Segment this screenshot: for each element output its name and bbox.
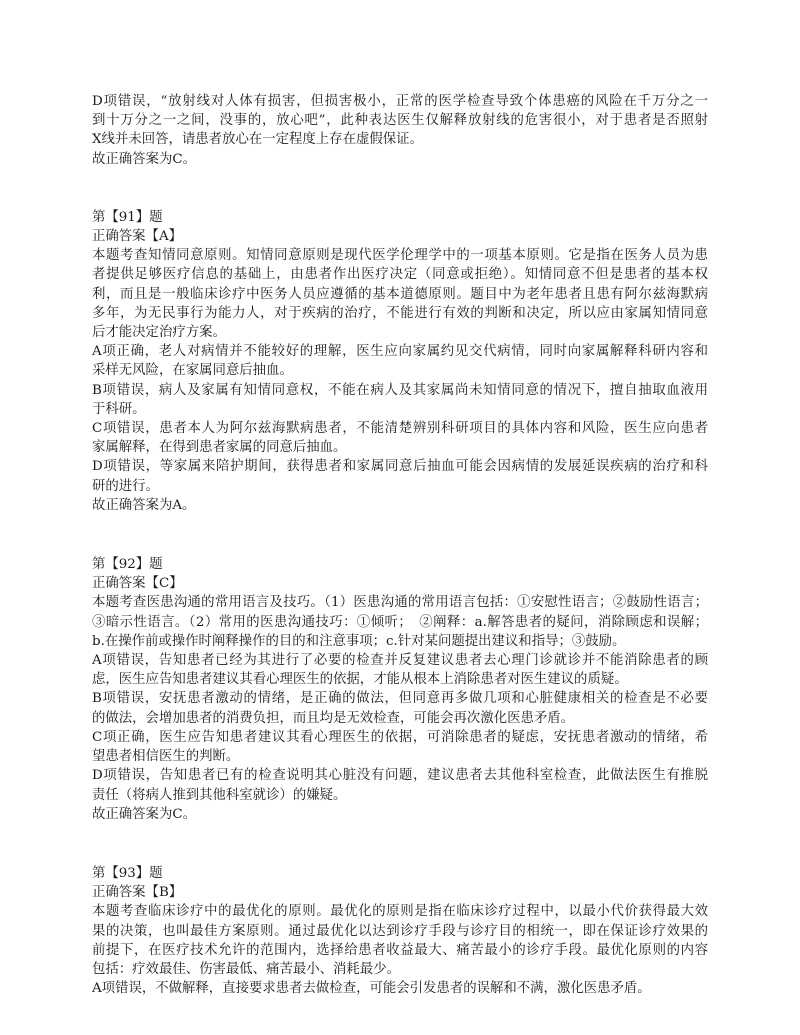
text-line: X线并未回答，请患者放心在一定程度上存在虚假保证。 <box>92 132 423 148</box>
text-line: C项错误，患者本人为阿尔兹海默病患者，不能清楚辨别科研项目的具体内容和风险，医生应向患者 <box>92 421 708 437</box>
answer-conclusion: 故正确答案为C。 <box>92 151 196 167</box>
question-91 <box>92 208 708 515</box>
explanation <box>92 902 708 998</box>
text-line: 家属解释，在得到患者家属的同意后抽血。 <box>92 440 347 456</box>
text-line: 望患者相信医生的判断。 <box>92 749 240 765</box>
text-line: B项错误，安抚患者激动的情绪，是正确的做法，但同意再多做几项和心脏健康相关的检查是不必要 <box>92 691 708 707</box>
text-line: 本题考查临床诊疗中的最优化的原则。最优化的原则是指在临床诊疗过程中，以最小代价获得最大效 <box>92 904 708 920</box>
question-heading: 第【93】题 <box>92 865 163 881</box>
previous-explanation <box>92 92 708 169</box>
text-line: 虑，医生应告知患者建议其看心理医生的依据，才能从根本上消除患者对医生建议的质疑。 <box>92 672 628 688</box>
explanation <box>92 593 708 804</box>
text-line: 利，而且是一般临床诊疗中医务人员应遵循的基本道德原则。题目中为老年患者且患有阿尔兹海默病 <box>92 286 708 302</box>
text-line: 多年，为无民事行为能力人，对于疾病的治疗，不能进行有效的判断和决定，所以应由家属知情同意 <box>92 305 708 321</box>
text-line: 采样无风险，在家属同意后抽血。 <box>92 363 293 379</box>
text-line: ③暗示性语言。（2）常用的医患沟通技巧：①倾听； ②阐释：a.解答患者的疑问，消除顾虑和误解； <box>92 614 708 630</box>
text-line: A项正确，老人对病情并不能较好的理解，医生应向家属约见交代病情，同时向家属解释科研内容和 <box>92 344 708 360</box>
text-line: b.在操作前或操作时阐释操作的目的和注意事项；c.针对某问题提出建议和指导；③鼓励。 <box>92 633 626 649</box>
text-line: D项错误，告知患者已有的检查说明其心脏没有问题，建议患者去其他科室检查，此做法医生有推脱 <box>92 768 708 784</box>
spacer <box>92 515 708 555</box>
text-line: 研的进行。 <box>92 478 159 494</box>
text-line: D项错误，“放射线对人体有损害，但损害极小，正常的医学检查导致个体患癌的风险在千万分之一 <box>92 94 708 109</box>
correct-answer: 正确答案【C】 <box>92 576 183 592</box>
question-93 <box>92 864 708 998</box>
text-line: 责任（将病人推到其他科室就诊）的嫌疑。 <box>92 787 347 803</box>
text-line: 本题考查医患沟通的常用语言及技巧。（1）医患沟通的常用语言包括：①安慰性语言；②鼓励性语言； <box>92 595 708 611</box>
text-line: 果的决策，也叫最佳方案原则。通过最优化以达到诊疗手段与诊疗目的相统一，即在保证诊疗效果的 <box>92 923 708 939</box>
text-line: C项正确，医生应告知患者建议其看心理医生的依据，可消除患者的疑虑，安抚患者激动的情绪，希 <box>92 729 708 745</box>
question-heading: 第【91】题 <box>92 209 163 225</box>
text-line: D项错误，等家属来陪护期间，获得患者和家属同意后抽血可能会因病情的发展延误疾病的治疗和科 <box>92 459 708 475</box>
text-line: A项错误，不做解释，直接要求患者去做检查，可能会引发患者的误解和不满，激化医患矛盾。 <box>92 981 651 997</box>
explanation <box>92 246 708 496</box>
text-line: 后才能决定治疗方案。 <box>92 325 226 341</box>
spacer <box>92 169 708 208</box>
answer-conclusion: 故正确答案为C。 <box>92 806 196 822</box>
text-line: A项错误，告知患者已经为其进行了必要的检查并反复建议患者去心理门诊就诊并不能消除患者的顾 <box>92 653 708 669</box>
correct-answer: 正确答案【A】 <box>92 229 183 245</box>
text-line: 于科研。 <box>92 401 146 417</box>
spacer <box>92 824 708 864</box>
question-heading: 第【92】题 <box>92 557 163 573</box>
document-page <box>92 92 708 998</box>
answer-conclusion: 故正确答案为A。 <box>92 497 196 513</box>
question-92 <box>92 555 708 824</box>
correct-answer: 正确答案【B】 <box>92 885 183 901</box>
text-line: 的做法，会增加患者的消费负担，而且均是无效检查，可能会再次激化医患矛盾。 <box>92 710 575 726</box>
text-line: 到十万分之一之间，没事的，放心吧”，此种表达医生仅解释放射线的危害很小，对于患者是否照射 <box>92 113 708 129</box>
text-line: B项错误，病人及家属有知情同意权，不能在病人及其家属尚未知情同意的情况下，擅自抽取血液用 <box>92 382 708 398</box>
text-line: 本题考查知情同意原则。知情同意原则是现代医学伦理学中的一项基本原则。它是指在医务人员为患 <box>92 248 708 264</box>
text-line: 包括：疗效最佳、伤害最低、痛苦最小、消耗最少。 <box>92 961 400 977</box>
text-line: 前提下，在医疗技术允许的范围内，选择给患者收益最大、痛苦最小的诊疗手段。最优化原则的内容 <box>92 942 708 958</box>
text-line: 者提供足够医疗信息的基础上，由患者作出医疗决定（同意或拒绝）。知情同意不但是患者的基本权 <box>92 267 708 283</box>
